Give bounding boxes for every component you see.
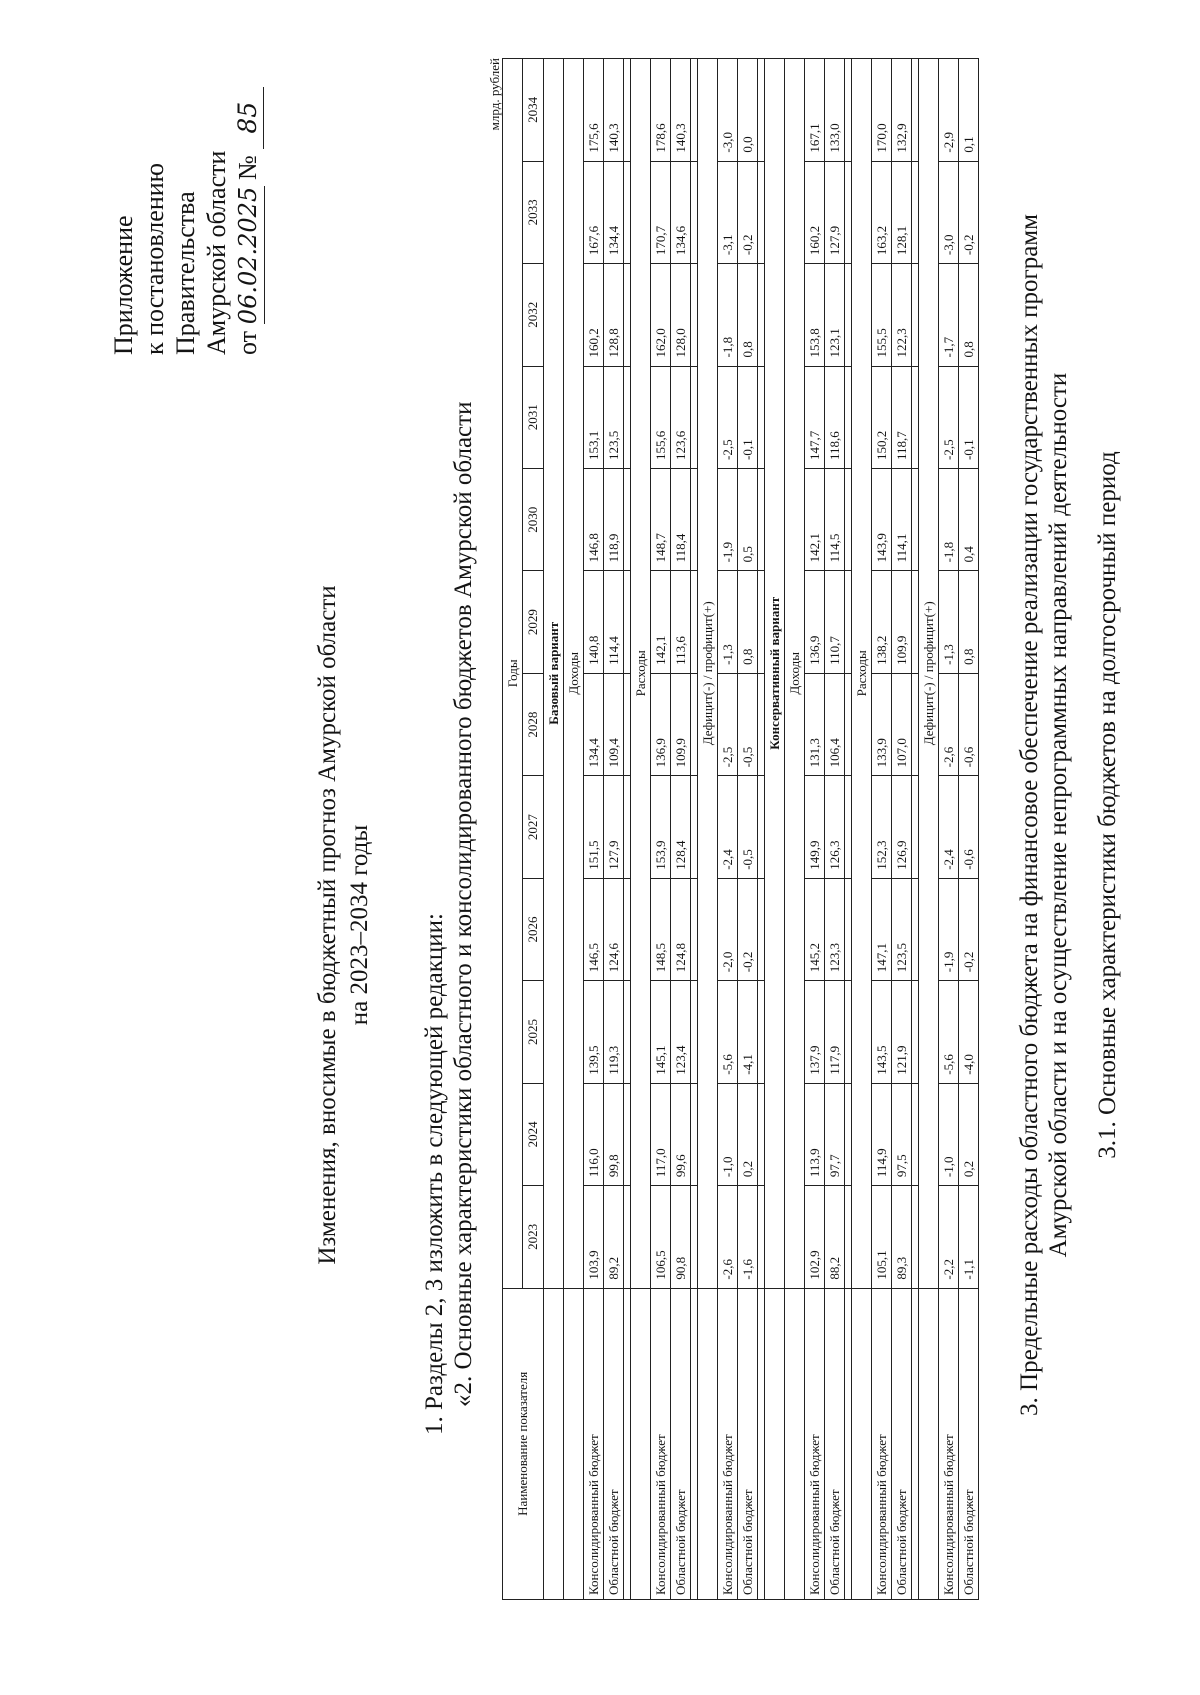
row-label: Областной бюджет [825,1288,845,1599]
value-cell: 117,0 [651,1083,671,1185]
value-cell: 123,6 [671,366,691,468]
value-cell: 139,5 [584,981,604,1083]
document-title [312,565,376,1285]
spacer-cell [691,776,698,878]
value-cell: 128,1 [892,161,912,263]
value-cell: -1,1 [959,1186,979,1288]
section1-line1: 1. Разделы 2, 3 изложить в следующей редакции: [421,913,448,1435]
spacer-cell [691,571,698,673]
value-cell: 106,5 [651,1186,671,1288]
value-cell: 113,6 [671,571,691,673]
year-header: 2030 [523,468,544,570]
value-cell: 170,0 [872,59,892,162]
table-row [651,59,671,1600]
value-cell: 110,7 [825,571,845,673]
value-cell: 124,8 [671,878,691,980]
table-row [892,59,912,1600]
year-header: 2029 [523,571,544,673]
spacer-cell [758,1083,765,1185]
spacer-cell [758,673,765,775]
value-cell: 123,5 [892,878,912,980]
spacer-cell [758,776,765,878]
value-cell: 122,3 [892,264,912,366]
spacer-cell [845,981,852,1083]
value-cell: -2,5 [939,366,959,468]
group-label-spacer [785,1288,805,1599]
spacer-cell [691,878,698,980]
spacer-cell [912,776,919,878]
value-cell: -1,6 [738,1186,758,1288]
spacer-cell [912,264,919,366]
spacer-cell [624,1186,631,1288]
value-cell: 147,1 [872,878,892,980]
spacer-cell [758,366,765,468]
value-cell: 142,1 [651,571,671,673]
years-header: Годы [503,59,523,1289]
value-cell: 106,4 [825,673,845,775]
spacer-cell [691,1288,698,1599]
value-cell: 146,5 [584,878,604,980]
spacer-cell [624,571,631,673]
value-cell: -1,8 [718,264,738,366]
value-cell: 167,1 [805,59,825,162]
value-cell: 128,0 [671,264,691,366]
value-cell: 133,0 [825,59,845,162]
spacer-cell [845,161,852,263]
value-cell: 128,4 [671,776,691,878]
appendix-date: 06.02.2025 [233,186,265,324]
value-cell: 126,9 [892,776,912,878]
value-cell: 148,7 [651,468,671,570]
section1-heading [420,235,478,1435]
year-header: 2026 [523,878,544,980]
group-row [852,59,872,1600]
value-cell: 0,8 [738,264,758,366]
spacer-cell [758,878,765,980]
group-title: Доходы [564,59,584,1289]
spacer-cell [912,1083,919,1185]
year-header: 2031 [523,366,544,468]
appendix-number: 85 [232,87,264,149]
value-cell: 134,4 [604,161,624,263]
appendix-number-label: № [233,155,262,180]
section1-line2: «2. Основные характеристики областного и консолидированного бюджетов Амурской области [450,401,477,1407]
value-cell: 114,9 [872,1083,892,1185]
spacer-cell [758,264,765,366]
year-header: 2034 [523,59,544,162]
spacer-cell [624,673,631,775]
year-header: 2023 [523,1186,544,1288]
appendix-block [108,45,265,355]
year-header: 2025 [523,981,544,1083]
appendix-from-prefix: от [233,330,262,355]
value-cell: 155,5 [872,264,892,366]
value-cell: 133,9 [872,673,892,775]
spacer-cell [758,161,765,263]
value-cell: 128,8 [604,264,624,366]
value-cell: 140,3 [604,59,624,162]
row-label: Консолидированный бюджет [872,1288,892,1599]
value-cell: -0,6 [959,673,979,775]
value-cell: 160,2 [805,161,825,263]
value-cell: 118,9 [604,468,624,570]
value-cell: 89,2 [604,1186,624,1288]
spacer-cell [691,264,698,366]
group-title: Дефицит(-) / профицит(+) [698,59,718,1289]
year-header: 2024 [523,1083,544,1185]
group-label-spacer [852,1288,872,1599]
spacer-row [758,59,765,1600]
row-label: Консолидированный бюджет [939,1288,959,1599]
value-cell: 143,9 [872,468,892,570]
group-label-spacer [698,1288,718,1599]
value-cell: 105,1 [872,1186,892,1288]
group-row [564,59,584,1600]
row-label: Консолидированный бюджет [805,1288,825,1599]
value-cell: 114,5 [825,468,845,570]
value-cell: -0,2 [738,878,758,980]
value-cell: 0,0 [738,59,758,162]
value-cell: 153,8 [805,264,825,366]
spacer-cell [691,161,698,263]
value-cell: 0,2 [959,1083,979,1185]
value-cell: 116,0 [584,1083,604,1185]
value-cell: -2,4 [718,776,738,878]
value-cell: 118,6 [825,366,845,468]
value-cell: 137,9 [805,981,825,1083]
value-cell: -1,7 [939,264,959,366]
group-row [785,59,805,1600]
group-label-spacer [919,1288,939,1599]
value-cell: -0,6 [959,776,979,878]
spacer-cell [624,878,631,980]
spacer-cell [912,366,919,468]
appendix-date-line [232,45,265,355]
value-cell: 123,1 [825,264,845,366]
spacer-cell [691,981,698,1083]
group-label-spacer [631,1288,651,1599]
value-cell: 140,3 [671,59,691,162]
value-cell: 147,7 [805,366,825,468]
spacer-cell [624,366,631,468]
value-cell: 134,6 [671,161,691,263]
value-cell: 99,8 [604,1083,624,1185]
spacer-cell [758,1186,765,1288]
variant-row [544,59,564,1600]
table-row [805,59,825,1600]
value-cell: -1,9 [939,878,959,980]
spacer-cell [845,468,852,570]
value-cell: -1,0 [939,1083,959,1185]
value-cell: -1,0 [718,1083,738,1185]
value-cell: -2,2 [939,1186,959,1288]
row-label: Областной бюджет [892,1288,912,1599]
year-header: 2028 [523,673,544,775]
spacer-cell [912,981,919,1083]
value-cell: 131,3 [805,673,825,775]
value-cell: 146,8 [584,468,604,570]
value-cell: 151,5 [584,776,604,878]
spacer-cell [758,59,765,162]
value-cell: -1,3 [939,571,959,673]
table-row [939,59,959,1600]
table-row [718,59,738,1600]
spacer-cell [691,468,698,570]
appendix-line3: Амурской области [202,150,231,355]
value-cell: -0,2 [738,161,758,263]
value-cell: 127,9 [604,776,624,878]
value-cell: 175,6 [584,59,604,162]
group-title: Доходы [785,59,805,1289]
value-cell: 0,8 [959,571,979,673]
value-cell: 138,2 [872,571,892,673]
spacer-cell [845,1186,852,1288]
spacer-cell [845,1288,852,1599]
name-header: Наименование показателя [503,1288,544,1599]
table-body [544,59,979,1600]
spacer-cell [912,878,919,980]
variant-title: Базовый вариант [544,59,564,1289]
value-cell: 114,4 [604,571,624,673]
header-row-1 [503,59,523,1600]
row-label: Консолидированный бюджет [718,1288,738,1599]
year-header: 2027 [523,776,544,878]
value-cell: 124,6 [604,878,624,980]
value-cell: -2,5 [718,673,738,775]
value-cell: 170,7 [651,161,671,263]
value-cell: -2,5 [718,366,738,468]
group-title: Расходы [631,59,651,1289]
spacer-row [912,59,919,1600]
value-cell: 153,1 [584,366,604,468]
value-cell: 134,4 [584,673,604,775]
spacer-cell [624,1083,631,1185]
value-cell: 0,8 [959,264,979,366]
value-cell: 109,9 [892,571,912,673]
spacer-cell [691,1186,698,1288]
section3-line2: Амурской области и на осуществление непрограммных направлений деятельности [1045,372,1072,1258]
value-cell: 123,5 [604,366,624,468]
value-cell: 145,2 [805,878,825,980]
value-cell: 109,9 [671,673,691,775]
row-label: Консолидированный бюджет [651,1288,671,1599]
value-cell: 90,8 [671,1186,691,1288]
year-header: 2033 [523,161,544,263]
value-cell: 117,9 [825,981,845,1083]
spacer-cell [845,1083,852,1185]
title-line2: на 2023–2034 годы [346,824,373,1026]
spacer-cell [912,571,919,673]
value-cell: 155,6 [651,366,671,468]
appendix-line1: Приложение [109,215,138,355]
spacer-cell [691,673,698,775]
section3-line1: 3. Предельные расходы областного бюджета на финансовое обеспечение реализации государственных программ [1016,214,1043,1416]
spacer-cell [845,59,852,162]
value-cell: 88,2 [825,1186,845,1288]
value-cell: 149,9 [805,776,825,878]
value-cell: 118,7 [892,366,912,468]
spacer-cell [912,1288,919,1599]
value-cell: 0,4 [959,468,979,570]
value-cell: 136,9 [805,571,825,673]
value-cell: -1,8 [939,468,959,570]
value-cell: 123,4 [671,981,691,1083]
value-cell: -4,0 [959,981,979,1083]
value-cell: 123,3 [825,878,845,980]
value-cell: 109,4 [604,673,624,775]
spacer-cell [912,468,919,570]
value-cell: 127,9 [825,161,845,263]
value-cell: -2,6 [718,1186,738,1288]
group-row [919,59,939,1600]
value-cell: 152,3 [872,776,892,878]
spacer-cell [624,776,631,878]
value-cell: -3,0 [939,161,959,263]
appendix-line2: к постановлению Правительства [140,162,200,355]
spacer-cell [845,776,852,878]
value-cell: -2,0 [718,878,738,980]
spacer-cell [912,1186,919,1288]
section3-heading [1015,155,1073,1475]
value-cell: 0,1 [959,59,979,162]
value-cell: 103,9 [584,1186,604,1288]
section3-1-heading: 3.1. Основные характеристики бюджетов на долгосрочный период [1094,451,1121,1159]
value-cell: 162,0 [651,264,671,366]
row-label: Областной бюджет [604,1288,624,1599]
table-row [671,59,691,1600]
spacer-cell [758,981,765,1083]
value-cell: 0,5 [738,468,758,570]
value-cell: -1,3 [718,571,738,673]
value-cell: -0,2 [959,161,979,263]
value-cell: 142,1 [805,468,825,570]
value-cell: 160,2 [584,264,604,366]
value-cell: 136,9 [651,673,671,775]
value-cell: -0,5 [738,776,758,878]
spacer-cell [845,366,852,468]
title-line1: Изменения, вносимые в бюджетный прогноз Амурской области [314,585,341,1265]
value-cell: 114,1 [892,468,912,570]
variant-row [765,59,785,1600]
variant-title: Консервативный вариант [765,59,785,1289]
spacer-row [691,59,698,1600]
spacer-cell [691,59,698,162]
value-cell: -1,9 [718,468,738,570]
value-cell: -0,1 [738,366,758,468]
spacer-row [845,59,852,1600]
table-row [825,59,845,1600]
value-cell: 132,9 [892,59,912,162]
table-row [959,59,979,1600]
variant-label-spacer [544,1288,564,1599]
spacer-cell [691,366,698,468]
value-cell: 163,2 [872,161,892,263]
spacer-cell [845,878,852,980]
value-cell: 145,1 [651,981,671,1083]
group-title: Расходы [852,59,872,1289]
unit-label: млрд. рублей [487,58,502,131]
value-cell: 0,2 [738,1083,758,1185]
value-cell: -2,4 [939,776,959,878]
value-cell: 119,3 [604,981,624,1083]
value-cell: -2,9 [939,59,959,162]
budget-table [502,58,979,1600]
value-cell: 0,8 [738,571,758,673]
value-cell: -4,1 [738,981,758,1083]
spacer-cell [624,468,631,570]
value-cell: 97,5 [892,1083,912,1185]
value-cell: -3,0 [718,59,738,162]
spacer-cell [624,59,631,162]
year-header: 2032 [523,264,544,366]
spacer-cell [912,59,919,162]
value-cell: -0,2 [959,878,979,980]
group-title: Дефицит(-) / профицит(+) [919,59,939,1289]
value-cell: 118,4 [671,468,691,570]
value-cell: 107,0 [892,673,912,775]
spacer-cell [624,264,631,366]
variant-label-spacer [765,1288,785,1599]
value-cell: 89,3 [892,1186,912,1288]
table-row [738,59,758,1600]
value-cell: -0,1 [959,366,979,468]
value-cell: 143,5 [872,981,892,1083]
row-label: Областной бюджет [959,1288,979,1599]
spacer-cell [624,1288,631,1599]
group-label-spacer [564,1288,584,1599]
spacer-cell [624,161,631,263]
value-cell: 99,6 [671,1083,691,1185]
spacer-cell [912,673,919,775]
value-cell: 121,9 [892,981,912,1083]
spacer-cell [758,1288,765,1599]
value-cell: 153,9 [651,776,671,878]
spacer-cell [691,1083,698,1185]
table-row [872,59,892,1600]
row-label: Областной бюджет [738,1288,758,1599]
value-cell: 102,9 [805,1186,825,1288]
group-row [631,59,651,1600]
value-cell: -2,6 [939,673,959,775]
value-cell: 167,6 [584,161,604,263]
spacer-cell [758,571,765,673]
table-row [604,59,624,1600]
spacer-row [624,59,631,1600]
value-cell: -0,5 [738,673,758,775]
group-row [698,59,718,1600]
value-cell: 150,2 [872,366,892,468]
value-cell: 140,8 [584,571,604,673]
value-cell: -5,6 [939,981,959,1083]
value-cell: -3,1 [718,161,738,263]
table-row [584,59,604,1600]
row-label: Консолидированный бюджет [584,1288,604,1599]
spacer-cell [912,161,919,263]
value-cell: 97,7 [825,1083,845,1185]
spacer-cell [758,468,765,570]
row-label: Областной бюджет [671,1288,691,1599]
value-cell: 148,5 [651,878,671,980]
value-cell: 113,9 [805,1083,825,1185]
value-cell: -5,6 [718,981,738,1083]
spacer-cell [845,673,852,775]
spacer-cell [845,571,852,673]
value-cell: 126,3 [825,776,845,878]
value-cell: 178,6 [651,59,671,162]
spacer-cell [624,981,631,1083]
spacer-cell [845,264,852,366]
